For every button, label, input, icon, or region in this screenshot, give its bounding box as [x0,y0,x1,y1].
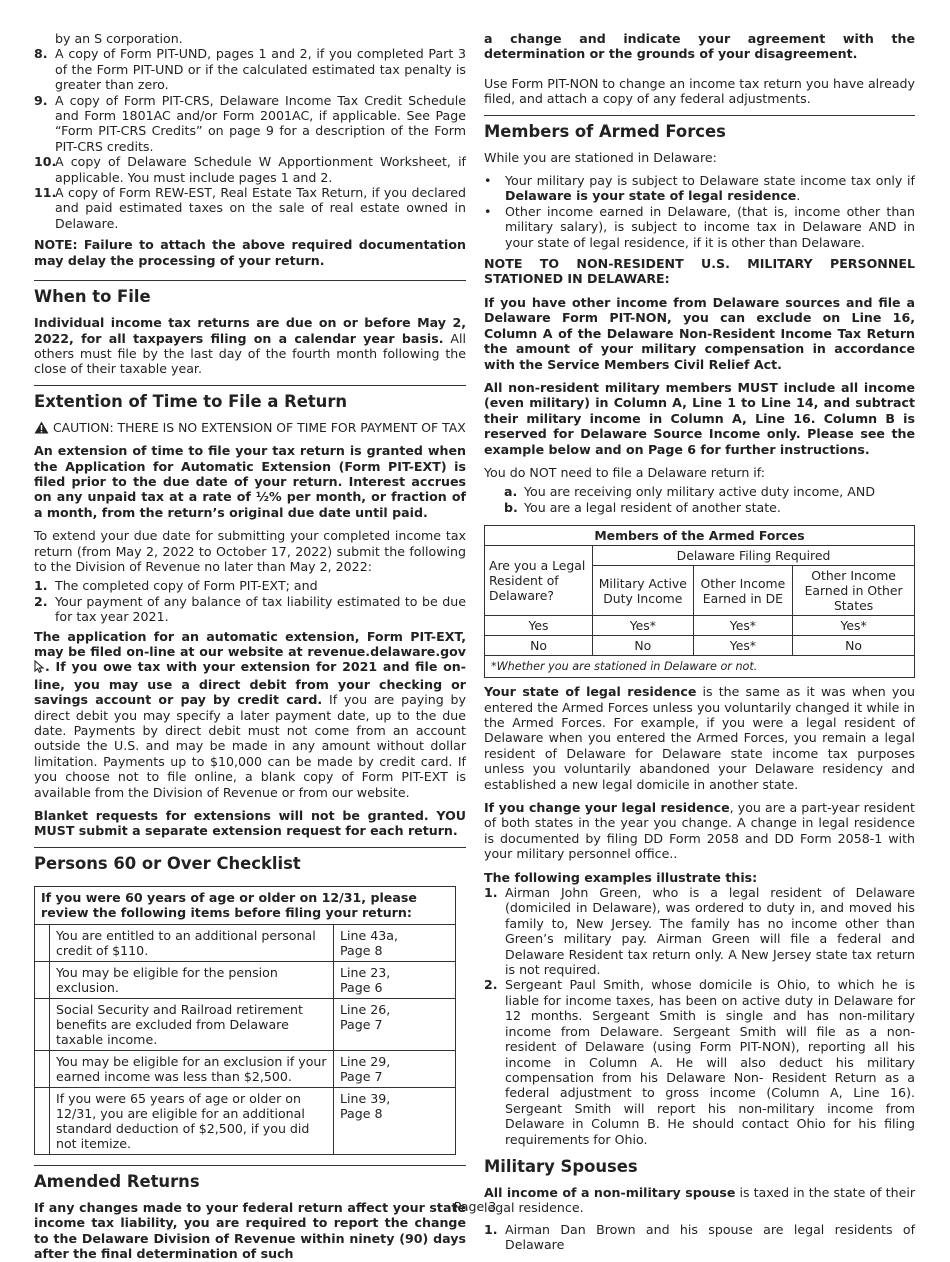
change-residence-text: If you change your legal residence, you are a part-year resident of both states in the year you change. A change in legal residence is documented by filing DD Form 2058 and DD Form 2058-1 with your military personnel office.. [484,800,915,862]
list-item: 10. A copy of Delaware Schedule W Apportionment Worksheet, if applicable. You must include pages 1 and 2. [34,154,466,185]
armed-bullets [484,173,915,250]
list-item: 2. Your payment of any balance of tax liability estimated to be due for tax year 2021. [34,593,466,625]
no-return-needed-text: You do NOT need to file a Delaware return if: [484,464,766,480]
table-row: If you were 65 years of age or older on 12/31, you are eligible for an additional standard deduction of $2,500, if you did not itemize. Line 39, Page 8 [35,1087,456,1154]
table-row: You may be eligible for an exclusion if your earned income was less than $2,500. Line 29, Page 7 [35,1050,456,1087]
warning-icon [34,421,48,434]
examples-list [484,885,915,1147]
when-to-file-heading: When to File [34,287,151,307]
armed-intro-text: While you are stationed in Delaware: [484,149,717,165]
list-item: • Other income earned in Delaware, (that is, income other than military salary), is subject to income tax in Delaware AND in your state of legal residence, if it is other than Delaware. [484,203,915,250]
non-resident-note: NOTE TO NON-RESIDENT U.S. MILITARY PERSONNEL STATIONED IN DELAWARE: [484,256,915,287]
amended-returns-heading: Amended Returns [34,1171,200,1191]
examples-heading: The following examples illustrate this: [484,869,758,885]
column-header: Military Active Duty Income [593,566,694,616]
checkbox[interactable] [35,1050,50,1087]
military-spouses-heading: Military Spouses [484,1156,638,1176]
column-header: Other Income Earned in Other States [793,566,915,616]
continuation-text: by an S corporation. [55,31,183,46]
spouse-examples-list [484,1222,915,1253]
list-item: • Your military pay is subject to Delaware state income tax only if Delaware is your state of legal residence. [484,173,915,204]
table-footnote: *Whether you are stationed in Delaware or not. [485,656,915,678]
table-row: You may be eligible for the pension exclusion. Line 23, Page 6 [35,961,456,998]
checkbox[interactable] [35,998,50,1050]
amended-continuation-text: a change and indicate your agreement with the determination or the grounds of your disagreement. [484,31,915,62]
extension-bold-text: An extension of time to file your tax return is granted when the Application for Automatic Extension (Form PIT-EXT) is filed prior to the due date of your return. Interest accrues on any unpaid tax at a rate of ½% per month, or fraction of a month, from the return’s original due date until paid. [34,443,466,520]
list-item: 8. A copy of Form PIT-UND, pages 1 and 2, if you completed Part 3 of the Form PIT-UND or if the calculated estimated tax penalty is greater than zero. [34,46,466,93]
caution-notice: CAUTION: THERE IS NO EXTENSION OF TIME FOR PAYMENT OF TAX [34,420,466,435]
table-row: Yes Yes* Yes* Yes* [485,616,915,636]
checklist-heading: Persons 60 or Over Checklist [34,853,301,873]
list-item: 11. A copy of Form REW-EST, Real Estate Tax Return, if you declared and paid estimated taxes on the sale of real estate owned in Delaware. [34,185,466,231]
legal-residence-text: Your state of legal residence is the same as it was when you entered the Armed Forces unless you voluntarily changed it while in the Armed Forces. For example, if you were a legal resident of Delaware when you entered the Armed Forces, you remain a legal resident of Delaware for Delaware state income tax purposes unless you voluntarily abandoned your Delaware residency and established a new legal domicile in another state. [484,684,915,792]
list-item: 9. A copy of Form PIT-CRS, Delaware Income Tax Credit Schedule and Form 1801AC and/or Form 2001AC, if applicable. See Page “Form PIT-CRS Credits” on page 9 for a description of the Form PIT-CRS credits. [34,92,466,154]
checklist-table [34,886,456,1155]
column-header: Other Income Earned in DE [693,566,793,616]
table-row: No No Yes* No [485,636,915,656]
list-item: a. You are receiving only military active duty income, AND [504,484,876,500]
page-number: Page 3 [453,1199,497,1214]
table-row: You are entitled to an additional personal credit of $110. Line 43a, Page 8 [35,924,456,961]
list-item: 2. Sergeant Paul Smith, whose domicile is Ohio, to which he is liable for income taxes, has been on active duty in Delaware for 12 months. Sergeant Smith is single and has non-military income from Delaware. Sergeant Smith will file as a non-resident of Delaware (using Form PIT-NON), reporting all his income in Column A. He will also deduct his military compensation from his Delaware Non- Resident Return as a federal adjustment to gross income (Column A, Line 16). Sergeant Smith will report his non-military income from Delaware in Column B. He should contact Ohio for his filing requirements for Ohio. [484,977,915,1147]
blanket-requests-text: Blanket requests for extensions will not be granted. YOU MUST submit a separate extension request for each return. [34,808,466,839]
amended-returns-text: If any changes made to your federal return affect your state income tax liability, you are required to report the change to the Delaware Division of Revenue within ninety (90) days after the final determination of such [34,1199,466,1262]
required-documents-list [34,46,466,231]
checkbox[interactable] [35,924,50,961]
armed-forces-heading: Members of Armed Forces [484,121,726,141]
left-column [34,31,466,1262]
checklist-table-header: If you were 60 years of age or older on 12/31, please review the following items before filing your return: [35,886,456,924]
extension-items-list [34,578,466,624]
extension-heading: Extention of Time to File a Return [34,391,348,411]
checkbox[interactable] [35,961,50,998]
checkbox[interactable] [35,1087,50,1154]
group-header: Delaware Filing Required [593,546,915,566]
list-item: 1. Airman Dan Brown and his spouse are legal residents of Delaware [484,1221,915,1253]
list-item: 1. The completed copy of Form PIT-EXT; and [34,578,318,594]
non-resident-income-text: All non-resident military members MUST include all income (even military) in Column A, Line 1 to Line 14, and subtract their military income in Column A, Line 16. Column B is reserved for Delaware Source Income only. Please see the example below and on Page 6 for further instructions. [484,379,915,457]
conditions-list [484,484,915,515]
list-item: b. You are a legal resident of another state. [504,499,781,515]
list-item: 1. Airman John Green, who is a legal resident of Delaware (domiciled in Delaware), was ordered to duty in, and moved his family to, New Jersey. The family has no income other than Green’s military pay. Airman Green will file a federal and Delaware Resident tax return only. A New Jersey state tax return is not required. [484,885,915,978]
pit-non-exclusion-text: If you have other income from Delaware sources and file a Delaware Form PIT-NON, you can exclude on Line 16, Column A of the Delaware Non-Resident Income Tax Return the amount of your military compensation in accordance with the Service Members Civil Relief Act. [484,294,915,372]
online-filing-text: The application for an automatic extension, Form PIT-EXT, may be filed on-line at our website at revenue.delaware.gov . If you owe tax with your extension for 2021 and file on-line, you may use a direct debit from your checking or savings account or pay by credit card. If you are paying by direct debit you may specify a later payment date, up to the due date. Payments by direct debit must not come from an account outside the U.S. and may be made in any amount without dollar limitation. Payments up to $10,000 can be made by credit card. If you choose not to file online, a blank copy of Form PIT-EXT is available from the Division of Revenue or from our website. [34,628,466,800]
armed-forces-table [484,525,915,678]
when-to-file-text: Individual income tax returns are due on or before May 2, 2022, for all taxpayers filing on a calendar year basis. All others must file by the last day of the fourth month following the close of their taxable year. [34,315,466,377]
spouse-income-text: All income of a non-military spouse is taxed in the state of their legal residence. [484,1184,915,1216]
row-label-header: Are you a Legal Resident of Delaware? [485,546,593,616]
documentation-note: NOTE: Failure to attach the above required documentation may delay the processing of your return. [34,237,466,268]
pit-non-text: Use Form PIT-NON to change an income tax return you have already filed, and attach a copy of any federal adjustments. [484,75,915,107]
cursor-icon [34,660,45,676]
table-row: Social Security and Railroad retirement benefits are excluded from Delaware taxable income. Line 26, Page 7 [35,998,456,1050]
table-title: Members of the Armed Forces [485,526,915,546]
right-column [484,31,915,1253]
extension-due-date-text: To extend your due date for submitting your completed income tax return (from May 2, 2022 to October 17, 2022) submit the following to the Division of Revenue no later than May 2, 2022: [34,528,466,574]
